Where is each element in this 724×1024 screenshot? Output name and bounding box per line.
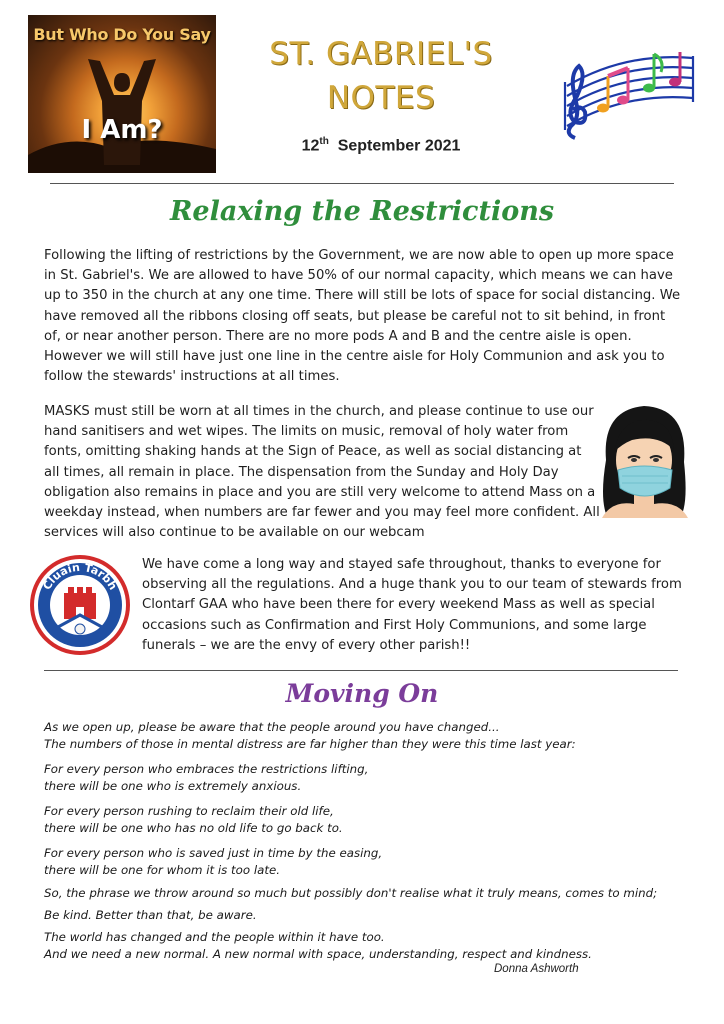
poem-line: The numbers of those in mental distress are far higher than they were this time last year: [44,736,576,751]
date-rest: September 2021 [337,137,461,155]
music-notes-icon [545,38,695,150]
section-heading-relaxing: Relaxing the Restrictions [169,196,555,227]
jesus-poster-image [28,15,216,173]
poem-line: And we need a new normal. A new normal with space, understanding, respect and kindness. [44,946,592,961]
poem-line: So, the phrase we throw around so much but possibly don't realise what it truly means, comes to mind; [44,886,658,900]
title-line-2: NOTES [326,80,436,116]
poem-stanza [44,803,694,836]
paragraph-stewards: We have come a long way and stayed safe throughout, thanks to everyone for observing all the regulations. And a huge thank you to our team of stewards from Clontarf GAA who have been there for every weekend Mass as well as special occasions such as Confirmation and First Holy Communions, and some large funerals – we are the envy of every other parish!! [142,557,682,653]
poem-line: there will be one who has no old life to go back to. [44,820,343,835]
poem-line: For every person who is saved just in time by the easing, [44,846,383,860]
poem-stanza [44,907,694,924]
poster-emphasis: I Am? [81,115,163,145]
divider-top [50,183,674,184]
poem-line: As we open up, please be aware that the people around you have changed... [44,720,500,734]
issue-date [236,136,526,155]
poem-stanza [44,929,694,962]
divider-middle [44,670,678,671]
poem-line: The world has changed and the people within it have too. [44,930,385,944]
poem-line: Be kind. Better than that, be aware. [44,908,257,922]
poem-stanza [44,885,694,902]
poem-line: there will be one for whom it is too late. [44,862,280,877]
gaa-crest-logo [28,553,132,657]
title-line-1: ST. GABRIEL'S [269,36,493,72]
poem-stanza [44,845,694,878]
poem-line: there will be one who is extremely anxious. [44,778,302,793]
poem-line: For every person who embraces the restrictions lifting, [44,762,369,776]
crest-text: Cluain Tarbh [40,560,120,593]
date-day: 12 [301,137,320,155]
paragraph-capacity: Following the lifting of restrictions by the Government, we are now able to open up more space in St. Gabriel's. We are allowed to have 50% of our normal capacity, which means we can have up to 350 in the church at any one time. There will still be lots of space for social distancing. We have removed all the ribbons closing off seats, but please be careful not to sit behind, in front of, or near another person. There are no more pods A and B and the centre aisle is open. However we will still have just one line in the centre aisle for Holy Communion and ask you to follow the stewards' instructions at all times. [44,248,681,385]
paragraph-masks: MASKS must still be worn at all times in the church, and please continue to use our hand sanitisers and wet wipes. The limits on music, removal of holy water from fonts, omitting shaking hands at the Sign of Peace, as well as social distancing at all times, all remain in place. The dispensation from the Sunday and Holy Day obligation also remains in place and you are still very welcome to attend Mass on a weekday instead, when numbers are far fewer and you may feel more confident. All services will also continue to be available on our webcam [44,404,600,541]
date-suffix: th [319,136,329,147]
poem-line: For every person rushing to reclaim their old life, [44,804,334,818]
masked-woman-image [592,400,696,518]
newsletter-title [236,32,526,120]
poster-caption: But Who Do You Say [33,25,211,44]
section-heading-moving-on: Moving On [285,679,439,708]
poem-author: Donna Ashworth [494,963,579,975]
poem-stanza [44,761,694,794]
poem-intro [44,719,694,752]
